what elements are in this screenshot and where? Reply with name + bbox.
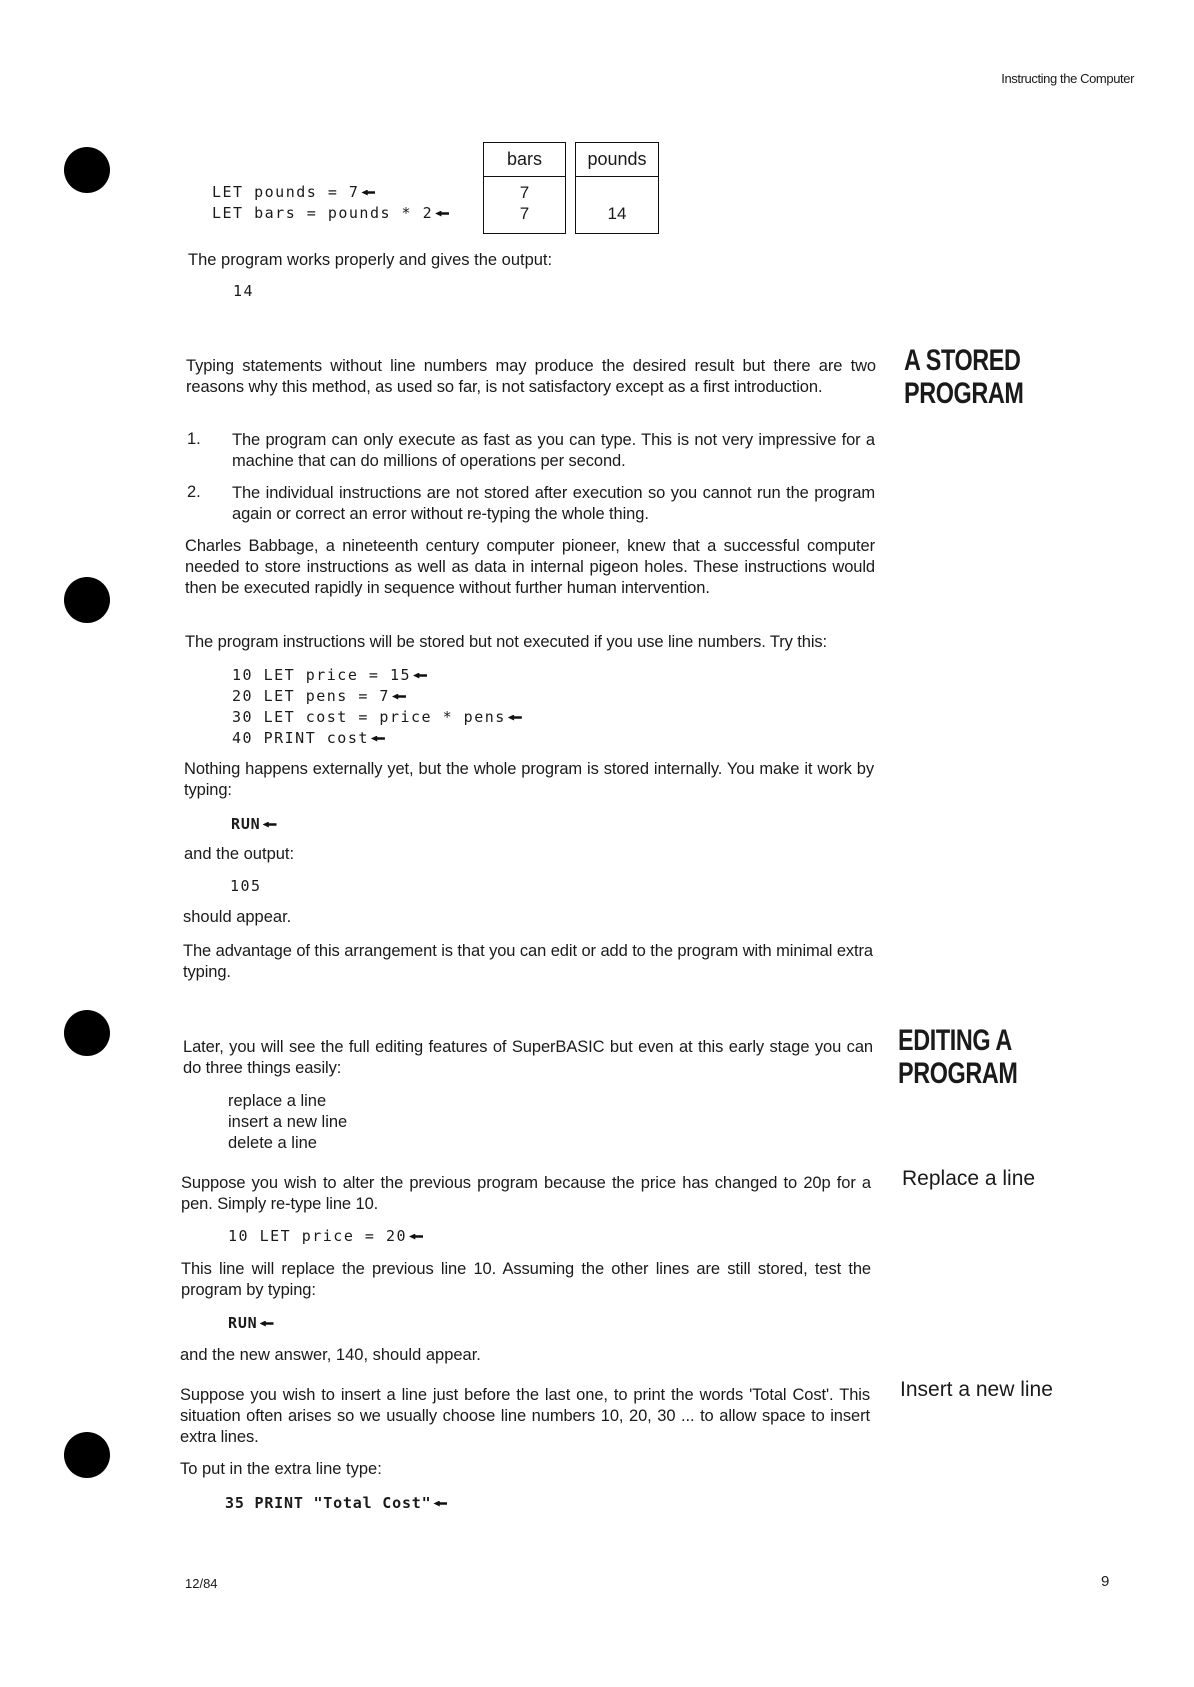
- paragraph: Typing statements without line numbers may produce the desired result but there are two reasons why this method, as used so far, is not satisfactory except as a first introduction.: [186, 357, 876, 396]
- program-output: 14: [233, 282, 255, 300]
- enter-key-icon: [392, 694, 406, 700]
- binder-hole: [64, 147, 110, 193]
- list-item: replace a line: [228, 1092, 327, 1110]
- variable-box-label: pounds: [576, 143, 658, 177]
- list-item: delete a line: [228, 1134, 317, 1152]
- paragraph: Suppose you wish to insert a line just before the last one, to print the words 'Total Cost'. This situation often arises so we usually choose line numbers 10, 20, 30 ... to allow space to insert extra lines.: [180, 1386, 870, 1446]
- code-line: 40 PRINT cost: [232, 728, 385, 749]
- code-line: LET bars = pounds * 2: [212, 203, 449, 224]
- binder-hole: [64, 1010, 110, 1056]
- paragraph: This line will replace the previous line 10. Assuming the other lines are still stored, test the program by typing:: [181, 1260, 871, 1299]
- list-number: 2.: [187, 483, 201, 501]
- code-line: 30 LET cost = price * pens: [232, 707, 522, 728]
- list-item: The program can only execute as fast as you can type. This is not very impressive for a machine that can do millions of operations per second.: [232, 431, 875, 470]
- enter-key-icon: [263, 822, 277, 828]
- section-heading: EDITING A PROGRAM: [898, 1024, 1018, 1090]
- paragraph: The advantage of this arrangement is that you can edit or add to the program with minimal extra typing.: [183, 942, 873, 981]
- list-item: insert a new line: [228, 1113, 348, 1131]
- enter-key-icon: [260, 1321, 274, 1327]
- paragraph: should appear.: [183, 908, 292, 926]
- code-line: 20 LET pens = 7: [232, 686, 406, 707]
- paragraph: Charles Babbage, a nineteenth century computer pioneer, knew that a successful computer needed to store instructions as well as data in internal pigeon holes. These instructions would then be executed rapidly in sequence without further human intervention.: [185, 537, 875, 597]
- binder-hole: [64, 577, 110, 623]
- page-number: 9: [1101, 1573, 1110, 1590]
- paragraph: The program works properly and gives the output:: [188, 251, 553, 269]
- list-number: 1.: [187, 430, 201, 448]
- code-line: LET pounds = 7: [212, 182, 375, 203]
- variable-value: 7: [519, 204, 530, 223]
- section-heading: A STORED PROGRAM: [904, 344, 1024, 410]
- list-item: The individual instructions are not stored after execution so you cannot run the program again or correct an error without re-typing the whole thing.: [232, 484, 875, 523]
- enter-key-icon: [508, 715, 522, 721]
- footer-date: 12/84: [185, 1576, 218, 1591]
- variable-value: 7: [519, 183, 530, 202]
- run-command: RUN: [231, 815, 277, 833]
- code-line: 35 PRINT "Total Cost": [225, 1494, 447, 1512]
- subsection-heading: Replace a line: [902, 1167, 1036, 1190]
- enter-key-icon: [371, 736, 385, 742]
- variable-box-bars: [483, 142, 566, 234]
- paragraph: and the new answer, 140, should appear.: [180, 1346, 481, 1364]
- running-head: Instructing the Computer: [1001, 71, 1134, 86]
- enter-key-icon: [435, 211, 449, 217]
- paragraph: and the output:: [184, 845, 295, 863]
- subsection-heading: Insert a new line: [900, 1378, 1053, 1401]
- variable-box-pounds: [575, 142, 659, 234]
- run-command: RUN: [228, 1314, 274, 1332]
- paragraph: Suppose you wish to alter the previous program because the price has changed to 20p for a pen. Simply re-type line 10.: [181, 1174, 871, 1213]
- variable-value: 14: [607, 204, 627, 223]
- enter-key-icon: [433, 1501, 447, 1507]
- enter-key-icon: [361, 190, 375, 196]
- paragraph: To put in the extra line type:: [180, 1460, 382, 1478]
- enter-key-icon: [413, 673, 427, 679]
- paragraph: The program instructions will be stored but not executed if you use line numbers. Try this:: [185, 633, 828, 651]
- program-output: 105: [230, 877, 262, 895]
- code-line: 10 LET price = 15: [232, 665, 427, 686]
- paragraph: Nothing happens externally yet, but the whole program is stored internally. You make it work by typing:: [184, 760, 874, 799]
- binder-hole: [64, 1432, 110, 1478]
- paragraph: Later, you will see the full editing features of SuperBASIC but even at this early stage you can do three things easily:: [183, 1038, 873, 1077]
- variable-box-label: bars: [484, 143, 565, 177]
- code-line: 10 LET price = 20: [228, 1226, 423, 1247]
- enter-key-icon: [409, 1234, 423, 1240]
